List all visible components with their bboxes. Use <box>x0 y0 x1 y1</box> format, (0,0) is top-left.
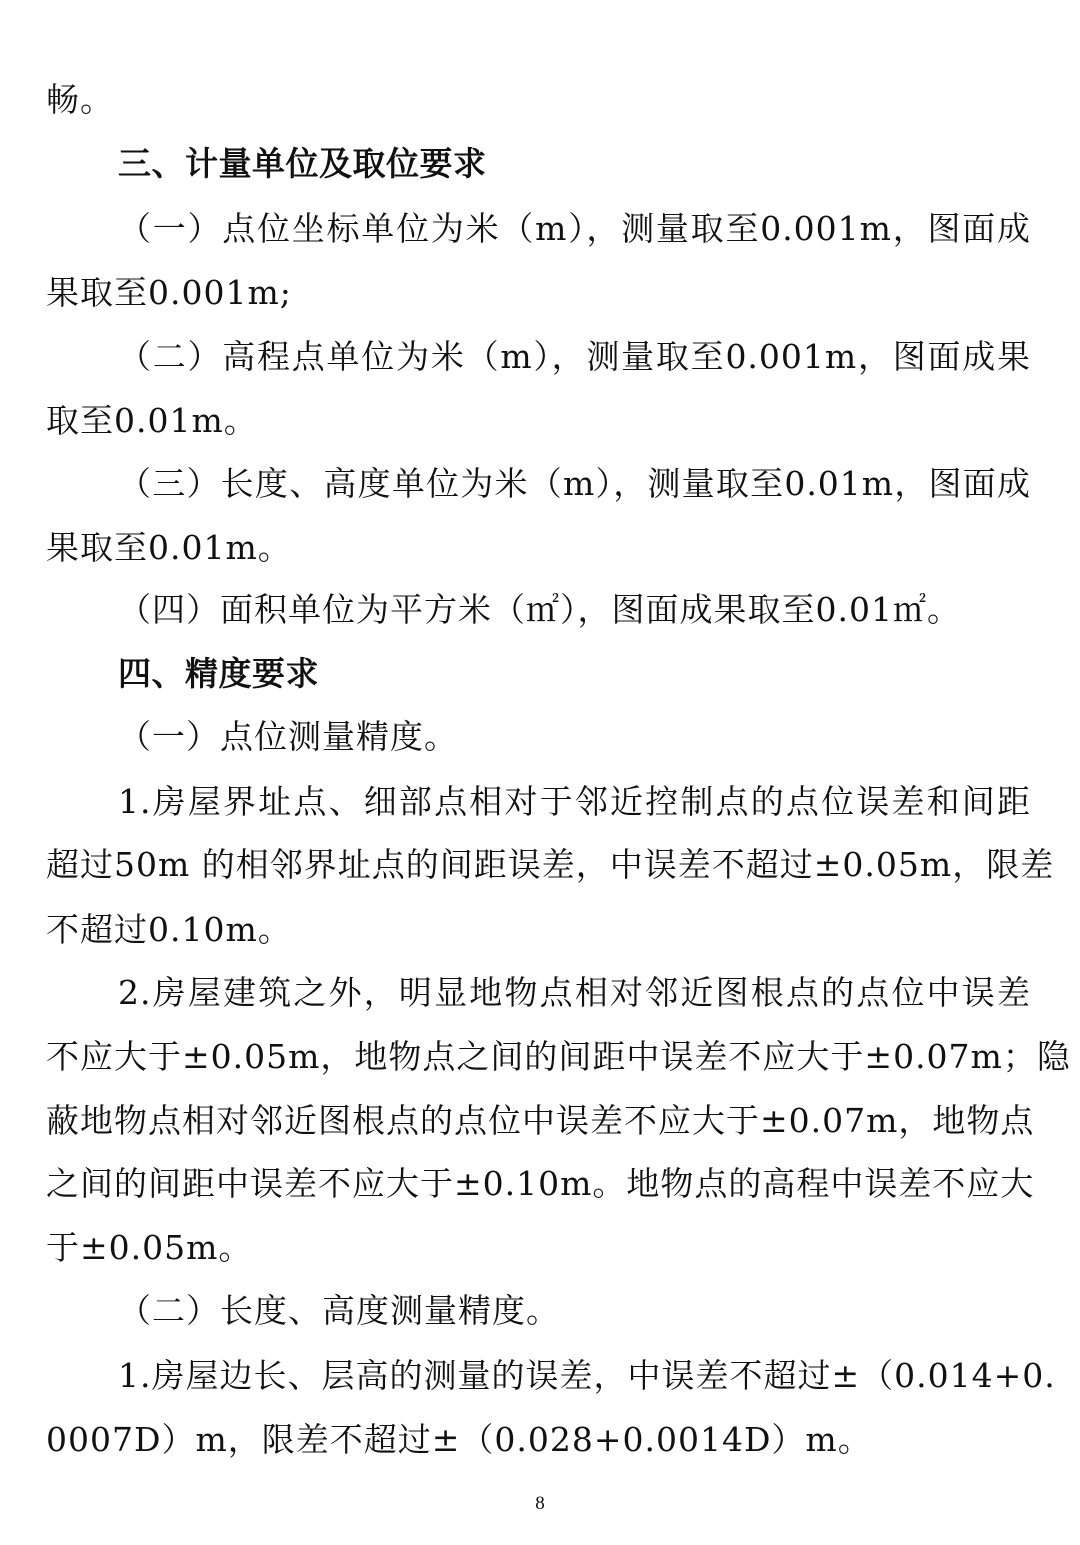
text-line-6: 取至0.01m。 <box>46 401 258 440</box>
text-line-14: 不超过0.10m。 <box>46 910 292 949</box>
text-line-8: 果取至0.01m。 <box>46 528 292 567</box>
text-line-5: （二）高程点单位为米（m），测量取至0.001m，图面成果 <box>118 337 1031 376</box>
text-line-4: 果取至0.001m; <box>46 273 292 312</box>
text-line-7: （三）长度、高度单位为米（m），测量取至0.01m，图面成 <box>118 464 1031 503</box>
page-number: 8 <box>535 1493 545 1514</box>
text-line-9: （四）面积单位为平方米（㎡），图面成果取至0.01㎡。 <box>118 590 961 629</box>
text-line-3: （一）点位坐标单位为米（m），测量取至0.001m，图面成 <box>118 209 1031 248</box>
text-line-13: 超过50m 的相邻界址点的间距误差，中误差不超过±0.05m，限差 <box>46 845 1055 884</box>
text-line-15: 2.房屋建筑之外，明显地物点相对邻近图根点的点位中误差 <box>118 973 1031 1012</box>
text-line-1: 畅。 <box>46 80 114 119</box>
text-line-20: （二）长度、高度测量精度。 <box>118 1291 560 1330</box>
text-line-18: 之间的间距中误差不应大于±0.10m。地物点的高程中误差不应大 <box>46 1164 1035 1203</box>
text-line-21: 1.房屋边长、层高的测量的误差，中误差不超过±（0.014+0. <box>118 1356 1056 1395</box>
text-line-17: 蔽地物点相对邻近图根点的点位中误差不应大于±0.07m，地物点 <box>46 1101 1035 1140</box>
text-line-12: 1.房屋界址点、细部点相对于邻近控制点的点位误差和间距 <box>118 782 1031 821</box>
section-heading-4: 四、精度要求 <box>118 654 319 693</box>
text-line-11: （一）点位测量精度。 <box>118 717 458 756</box>
section-heading-3: 三、计量单位及取位要求 <box>118 144 487 183</box>
text-line-19: 于±0.05m。 <box>46 1228 253 1267</box>
text-line-22: 0007D）m，限差不超过±（0.028+0.0014D）m。 <box>46 1420 872 1459</box>
text-line-16: 不应大于±0.05m，地物点之间的间距中误差不应大于±0.07m；隐 <box>46 1037 1071 1076</box>
